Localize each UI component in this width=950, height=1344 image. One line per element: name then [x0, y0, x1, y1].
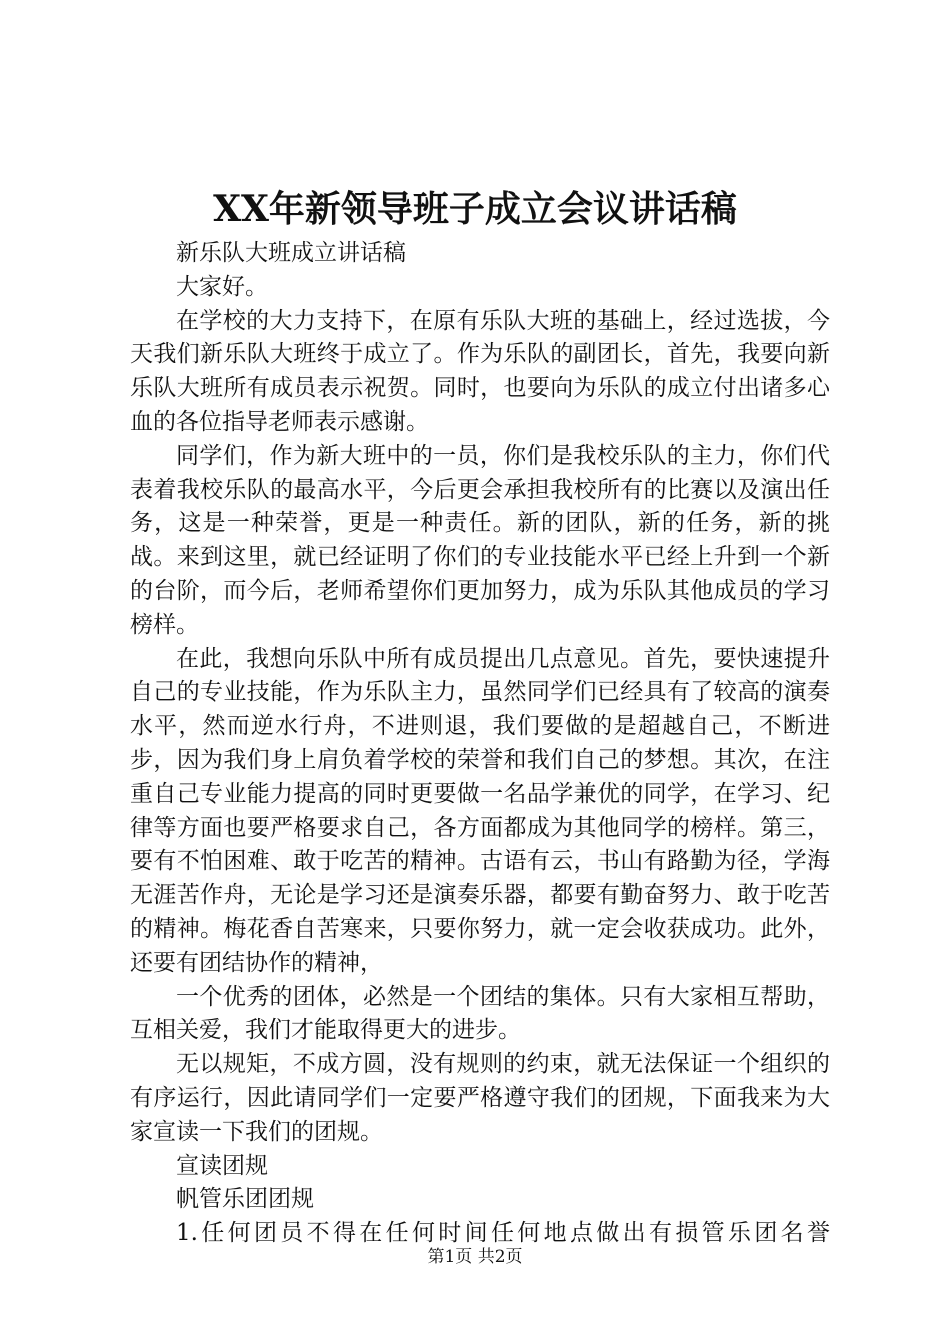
paragraph: 在学校的大力支持下，在原有乐队大班的基础上，经过选拔，今天我们新乐队大班终于成立了。作为乐队的副团长，首先，我要向新乐队大班所有成员表示祝贺。同时，也要向为乐队的成立付出诸多心血的各位指导老师表示感谢。 — [130, 307, 830, 435]
paragraph-subheading: 宣读团规 — [176, 1152, 268, 1179]
paragraph-rule-item: 1.任何团员不得在任何时间任何地点做出有损管乐团名誉 — [176, 1220, 830, 1247]
paragraph-subheading: 帆管乐团团规 — [176, 1186, 314, 1213]
document-body — [130, 237, 830, 1251]
document-title: XX年新领导班子成立会议讲话稿 — [213, 188, 737, 230]
paragraph: 在此，我想向乐队中所有成员提出几点意见。首先，要快速提升自己的专业技能，作为乐队主力，虽然同学们已经具有了较高的演奏水平，然而逆水行舟，不进则退，我们要做的是超越自己，不断进步，因为我们身上肩负着学校的荣誉和我们自己的梦想。其次，在注重自己专业能力提高的同时更要做一名品学兼优的同学，在学习、纪律等方面也要严格要求自己，各方面都成为其他同学的榜样。第三，要有不怕困难、敢于吃苦的精神。古语有云，书山有路勤为径，学海无涯苦作舟，无论是学习还是演奏乐器，都要有勤奋努力、敢于吃苦的精神。梅花香自苦寒来，只要你努力，就一定会收获成功。此外，还要有团结协作的精神， — [130, 645, 830, 976]
paragraph-greeting: 大家好。 — [176, 273, 268, 300]
paragraph-heading: 新乐队大班成立讲话稿 — [176, 240, 406, 266]
page-number-footer: 第1页 共2页 — [427, 1247, 523, 1267]
paragraph: 同学们，作为新大班中的一员，你们是我校乐队的主力，你们代表着我校乐队的最高水平，今后更会承担我校所有的比赛以及演出任务，这是一种荣誉，更是一种责任。新的团队，新的任务，新的挑战。来到这里，就已经证明了你们的专业技能水平已经上升到一个新的台阶，而今后，老师希望你们更加努力，成为乐队其他成员的学习榜样。 — [130, 442, 830, 638]
paragraph: 无以规矩，不成方圆，没有规则的约束，就无法保证一个组织的有序运行，因此请同学们一定要严格遵守我们的团规，下面我来为大家宣读一下我们的团规。 — [130, 1051, 830, 1145]
paragraph: 一个优秀的团体，必然是一个团结的集体。只有大家相互帮助，互相关爱，我们才能取得更大的进步。 — [130, 983, 830, 1044]
